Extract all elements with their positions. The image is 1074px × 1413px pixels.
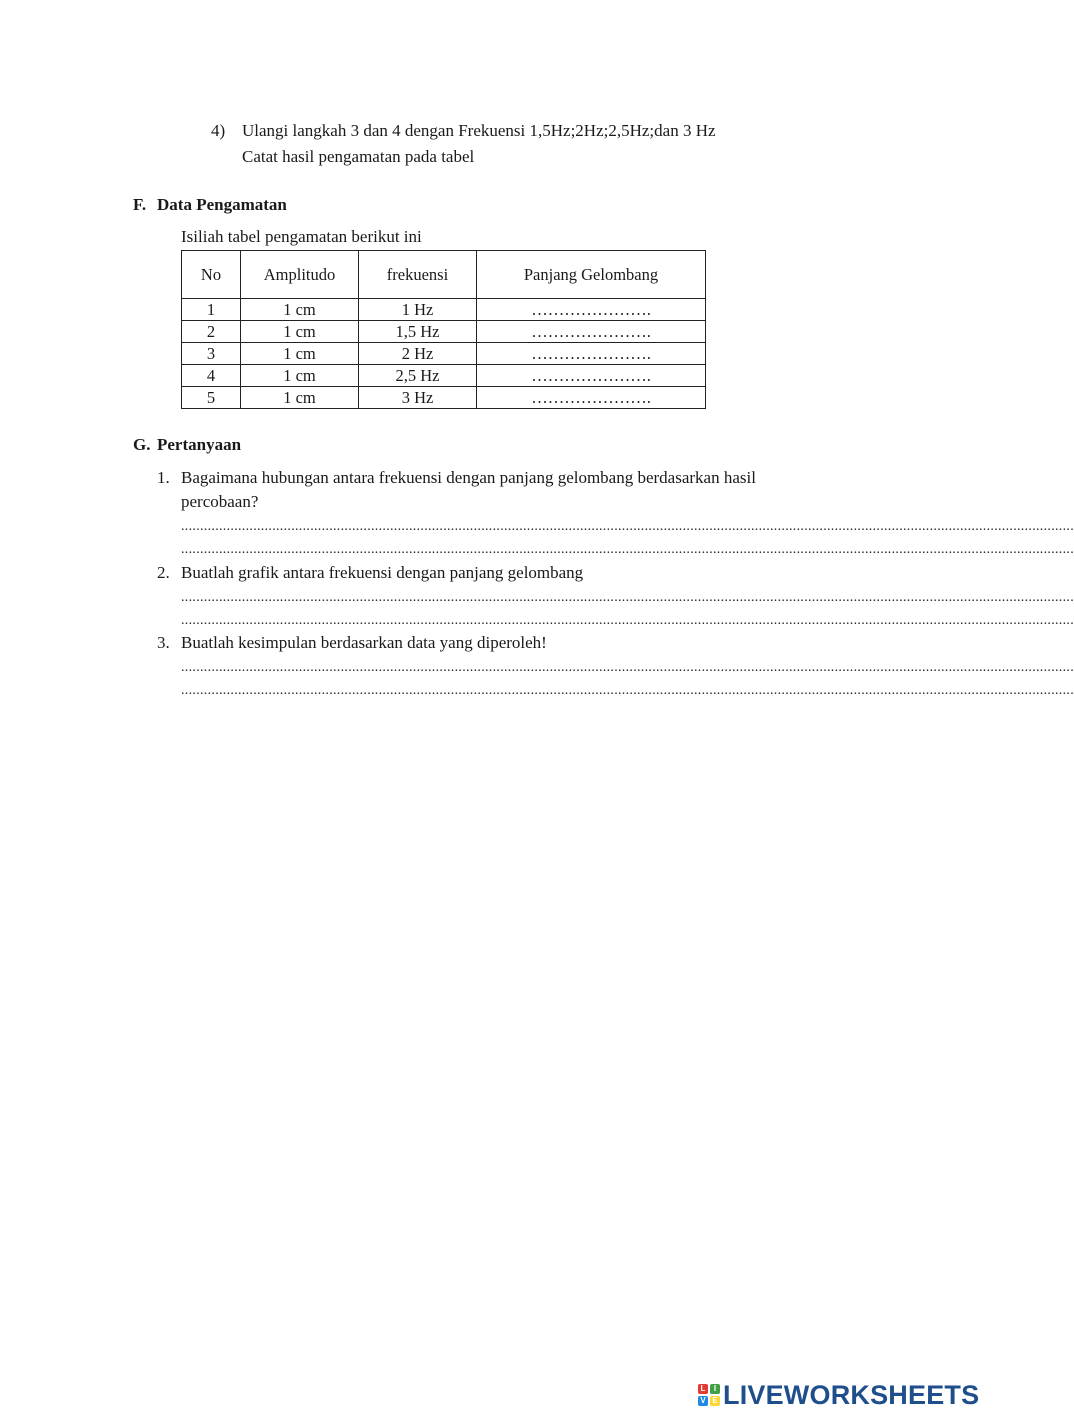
question-text: Buatlah grafik antara frekuensi dengan panjang gelombang: [181, 563, 584, 582]
answer-line[interactable]: ...........................................................................................................................................................................................................................................: [181, 519, 1074, 534]
table-row: [182, 387, 706, 409]
answer-line[interactable]: ...........................................................................................................................................................................................................................................: [181, 542, 1074, 557]
question-text: Bagaimana hubungan antara frekuensi dengan panjang gelombang berdasarkan hasil: [181, 468, 756, 487]
question-number: 2.: [157, 563, 170, 582]
cell-frekuensi: 2 Hz: [359, 343, 477, 365]
table-header-row: [182, 251, 706, 299]
table-instruction: Isiliah tabel pengamatan berikut ini: [181, 227, 422, 246]
question-number: 1.: [157, 468, 170, 487]
table-row: [182, 299, 706, 321]
logo-square-v: V: [698, 1396, 708, 1406]
cell-amplitudo: 1 cm: [241, 343, 359, 365]
cell-frekuensi: 3 Hz: [359, 387, 477, 409]
header-frekuensi: frekuensi: [359, 251, 477, 299]
cell-no: 2: [182, 321, 241, 343]
header-amplitudo: Amplitudo: [241, 251, 359, 299]
step-number: 4): [211, 121, 226, 140]
table-row: [182, 343, 706, 365]
answer-line[interactable]: ...........................................................................................................................................................................................................................................: [181, 590, 1074, 605]
cell-amplitudo: 1 cm: [241, 365, 359, 387]
logo-square-e: E: [710, 1396, 720, 1406]
step-text-line2: Catat hasil pengamatan pada tabel: [242, 147, 475, 166]
logo-square-i: I: [710, 1384, 720, 1394]
section-g-title: Pertanyaan: [157, 435, 242, 454]
header-panjang-gelombang: Panjang Gelombang: [477, 251, 706, 299]
cell-no: 1: [182, 299, 241, 321]
table-row: [182, 321, 706, 343]
question-text-continued: percobaan?: [181, 492, 259, 511]
step-text-line1: Ulangi langkah 3 dan 4 dengan Frekuensi 1,5Hz;2Hz;2,5Hz;dan 3 Hz: [242, 121, 716, 140]
cell-panjang-gelombang-blank[interactable]: ………………….: [477, 365, 706, 387]
header-no: No: [182, 251, 241, 299]
question-text: Buatlah kesimpulan berdasarkan data yang diperoleh!: [181, 633, 547, 652]
answer-line[interactable]: ...........................................................................................................................................................................................................................................: [181, 613, 1074, 628]
section-f-title: Data Pengamatan: [157, 195, 287, 214]
section-f-letter: F.: [133, 195, 147, 214]
answer-line[interactable]: ...........................................................................................................................................................................................................................................: [181, 660, 1074, 675]
cell-panjang-gelombang-blank[interactable]: ………………….: [477, 321, 706, 343]
cell-frekuensi: 2,5 Hz: [359, 365, 477, 387]
logo-text: LIVEWORKSHEETS: [723, 1379, 980, 1410]
table-row: [182, 365, 706, 387]
answer-line[interactable]: ...........................................................................................................................................................................................................................................: [181, 683, 1074, 698]
cell-frekuensi: 1 Hz: [359, 299, 477, 321]
cell-amplitudo: 1 cm: [241, 321, 359, 343]
cell-amplitudo: 1 cm: [241, 299, 359, 321]
cell-panjang-gelombang-blank[interactable]: ………………….: [477, 299, 706, 321]
logo-square-l: L: [698, 1384, 708, 1394]
observation-table: [181, 250, 706, 409]
cell-panjang-gelombang-blank[interactable]: ………………….: [477, 343, 706, 365]
logo-grid-icon: [698, 1384, 720, 1406]
cell-no: 5: [182, 387, 241, 409]
liveworksheets-logo: [698, 1380, 979, 1410]
cell-amplitudo: 1 cm: [241, 387, 359, 409]
cell-no: 3: [182, 343, 241, 365]
cell-frekuensi: 1,5 Hz: [359, 321, 477, 343]
question-number: 3.: [157, 633, 170, 652]
cell-panjang-gelombang-blank[interactable]: ………………….: [477, 387, 706, 409]
cell-no: 4: [182, 365, 241, 387]
section-g-letter: G.: [133, 435, 151, 454]
